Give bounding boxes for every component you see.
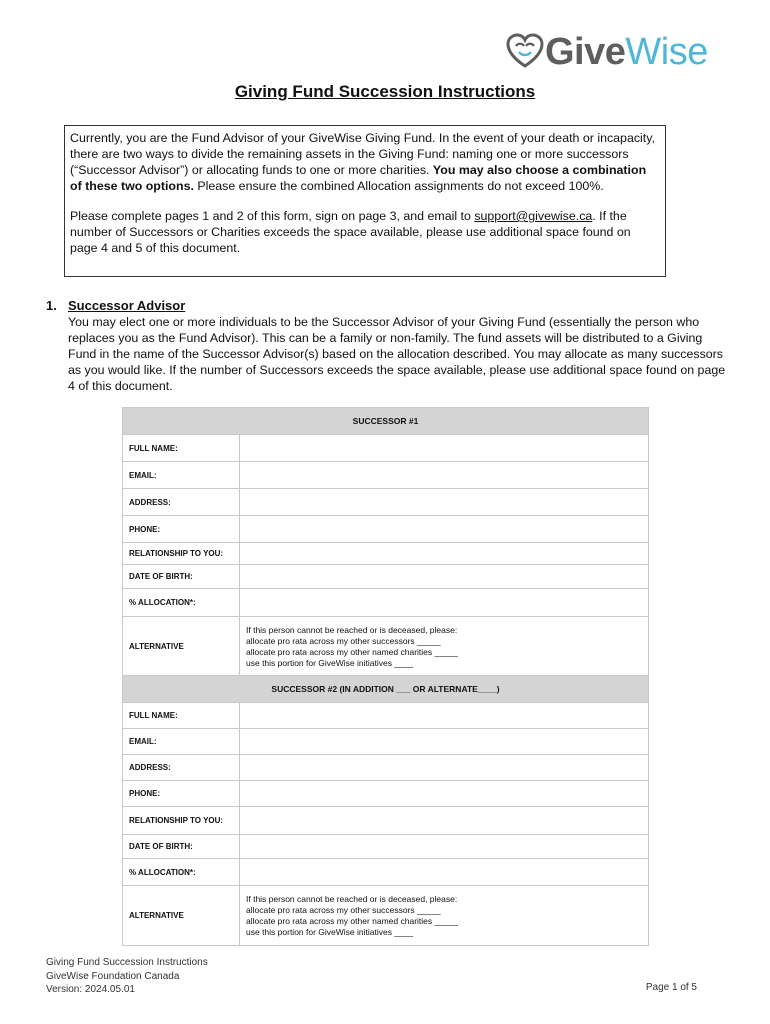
field-label: FULL NAME: [123,435,240,462]
heart-hands-icon [505,32,545,72]
page-footer [46,956,208,997]
field-label: % ALLOCATION*: [123,859,240,886]
phone-field[interactable] [240,516,649,543]
section-body: You may elect one or more individuals to be the Successor Advisor of your Giving Fund (essentially the person who replaces you as the Fund Advisor). This can be a family or non-family. The fund assets will be distributed to a Giving Fund in the name of the Successor Advisor(s) based on the allocation described. You may allocate as many successors as you would like. If the number of Successors exceeds the space available, please use additional space found on page 4 of this document. [68,315,726,393]
footer-doc-title: Giving Fund Succession Instructions [46,957,208,968]
alternative-label: ALTERNATIVE [123,886,240,946]
allocation-field[interactable] [240,589,649,617]
intro-paragraph-2: Please complete pages 1 and 2 of this form, sign on page 3, and email to support@givewise.ca. If the number of Successors or Charities exceeds the space available, please use additional space found on page 4 and 5 of this document. [70,209,631,255]
support-email-link[interactable]: support@givewise.ca [474,209,593,223]
field-label: RELATIONSHIP TO YOU: [123,807,240,835]
field-label: ADDRESS: [123,489,240,516]
alternative-options[interactable]: If this person cannot be reached or is deceased, please: allocate pro rata across my other successors _____ allocate pro rata across my other named charities _____ use this portion for GiveWise initiatives ____ [240,617,649,677]
address-field[interactable] [240,489,649,516]
section-title: Successor Advisor [68,298,186,313]
field-label: ADDRESS: [123,755,240,781]
alternative-label: ALTERNATIVE [123,617,240,677]
relationship-field[interactable] [240,807,649,835]
table-header: SUCCESSOR #2 (IN ADDITION ___ OR ALTERNATE____) [123,676,649,703]
field-label: PHONE: [123,781,240,807]
intro-paragraph-1: Currently, you are the Fund Advisor of your GiveWise Giving Fund. In the event of your death or incapacity, there are two ways to divide the remaining assets in the Giving Fund: naming one or more successors (“Successor Advisor”) or allocating funds to one or more charities. You may also choose a combination of these two options. Please ensure the combined Allocation assignments do not exceed 100%. [70,131,655,193]
intro-box [64,125,666,277]
dob-field[interactable] [240,565,649,589]
table-header: SUCCESSOR #1 [123,408,649,435]
allocation-field[interactable] [240,859,649,886]
address-field[interactable] [240,755,649,781]
field-label: RELATIONSHIP TO YOU: [123,543,240,565]
email-field[interactable] [240,462,649,489]
full-name-field[interactable] [240,435,649,462]
logo-text-wise: Wise [625,30,708,73]
successor-1-table [122,407,649,677]
page-number: Page 1 of 5 [645,982,697,993]
section-number: 1. [46,298,57,313]
page-title: Giving Fund Succession Instructions [234,82,536,101]
footer-organization: GiveWise Foundation Canada [46,970,180,982]
field-label: DATE OF BIRTH: [123,835,240,859]
field-label: % ALLOCATION*: [123,589,240,617]
field-label: PHONE: [123,516,240,543]
footer-version: Version: 2024.05.01 [46,984,135,995]
field-label: EMAIL: [123,729,240,755]
field-label: EMAIL: [123,462,240,489]
intro-bold-note: You may also choose a combination of these two options. [70,163,647,193]
givewise-logo [505,30,708,74]
dob-field[interactable] [240,835,649,859]
full-name-field[interactable] [240,703,649,729]
successor-2-table [122,675,649,946]
field-label: DATE OF BIRTH: [123,565,240,589]
phone-field[interactable] [240,781,649,807]
logo-text-give: Give [545,30,626,73]
relationship-field[interactable] [240,543,649,565]
field-label: FULL NAME: [123,703,240,729]
email-field[interactable] [240,729,649,755]
alternative-options[interactable]: If this person cannot be reached or is deceased, please: allocate pro rata across my other successors _____ allocate pro rata across my other named charities _____ use this portion for GiveWise initiatives ____ [240,886,649,946]
